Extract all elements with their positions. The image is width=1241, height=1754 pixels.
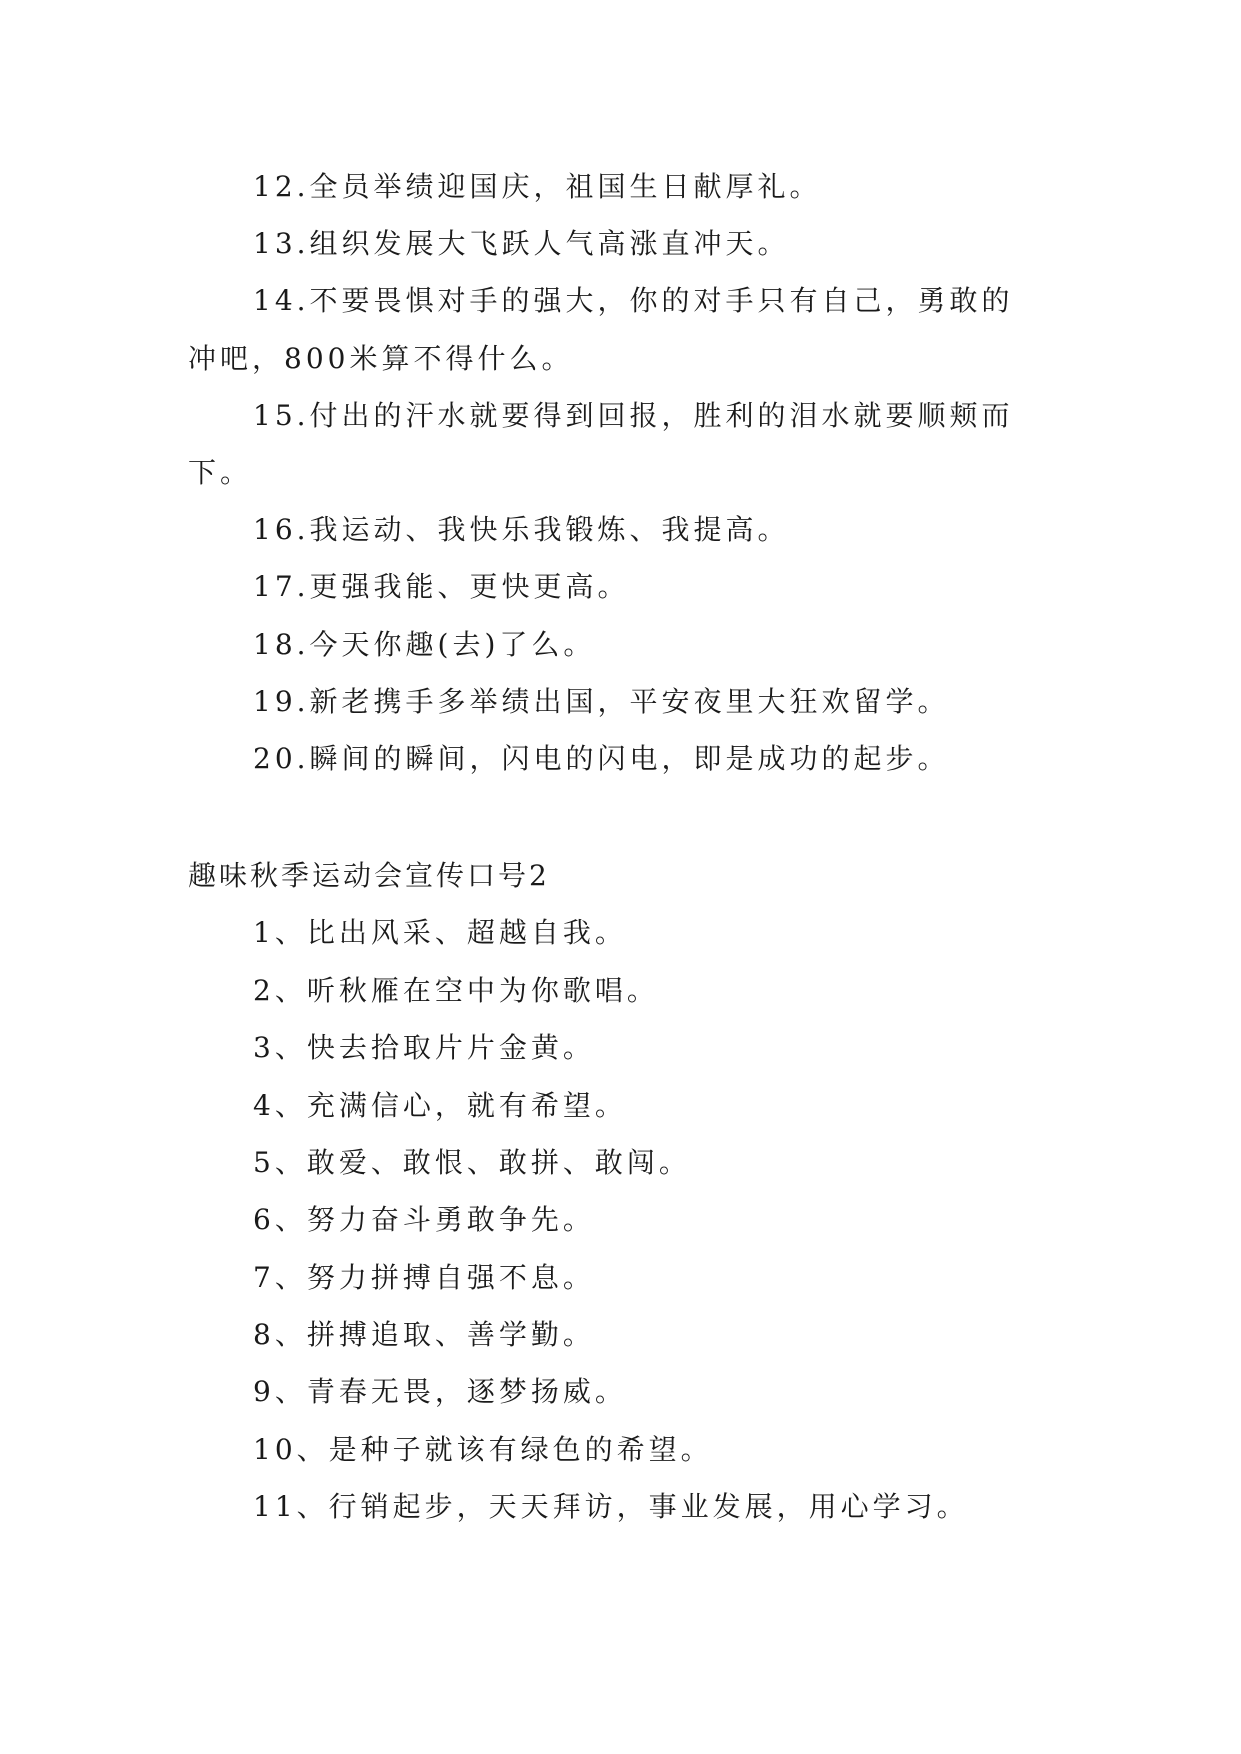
- section-heading: 趣味秋季运动会宣传口号2: [188, 859, 550, 892]
- list-item: 5、敢爱、敢恨、敢拼、敢闯。: [253, 1146, 691, 1179]
- list-item: 12.全员举绩迎国庆，祖国生日献厚礼。: [253, 170, 822, 203]
- list-item: 3、快去拾取片片金黄。: [253, 1031, 595, 1064]
- list-item: 17.更强我能、更快更高。: [253, 570, 630, 603]
- list-item: 2、听秋雁在空中为你歌唱。: [253, 974, 659, 1007]
- list-item: 20.瞬间的瞬间，闪电的闪电，即是成功的起步。: [253, 742, 950, 775]
- list-item: 16.我运动、我快乐我锻炼、我提高。: [253, 513, 790, 546]
- list-item: 10、是种子就该有绿色的希望。: [253, 1433, 713, 1466]
- list-item: 19.新老携手多举绩出国，平安夜里大狂欢留学。: [253, 685, 950, 718]
- list-item: 15.付出的汗水就要得到回报，胜利的泪水就要顺颊而: [253, 399, 1014, 432]
- list-item: 6、努力奋斗勇敢争先。: [253, 1203, 595, 1236]
- list-item: 9、青春无畏，逐梦扬威。: [253, 1375, 627, 1408]
- list-item: 4、充满信心，就有希望。: [253, 1089, 627, 1122]
- list-item: 8、拼搏追取、善学勤。: [253, 1318, 595, 1351]
- list-item-continuation: 冲吧，800米算不得什么。: [188, 342, 574, 375]
- list-item: 11、行销起步，天天拜访，事业发展，用心学习。: [253, 1490, 969, 1523]
- list-item-continuation: 下。: [188, 456, 253, 489]
- list-item: 14.不要畏惧对手的强大，你的对手只有自己，勇敢的: [253, 284, 1014, 317]
- list-item: 13.组织发展大飞跃人气高涨直冲天。: [253, 227, 790, 260]
- list-item: 18.今天你趣(去)了么。: [253, 628, 596, 661]
- list-item: 1、比出风采、超越自我。: [253, 916, 627, 949]
- list-item: 7、努力拼搏自强不息。: [253, 1261, 595, 1294]
